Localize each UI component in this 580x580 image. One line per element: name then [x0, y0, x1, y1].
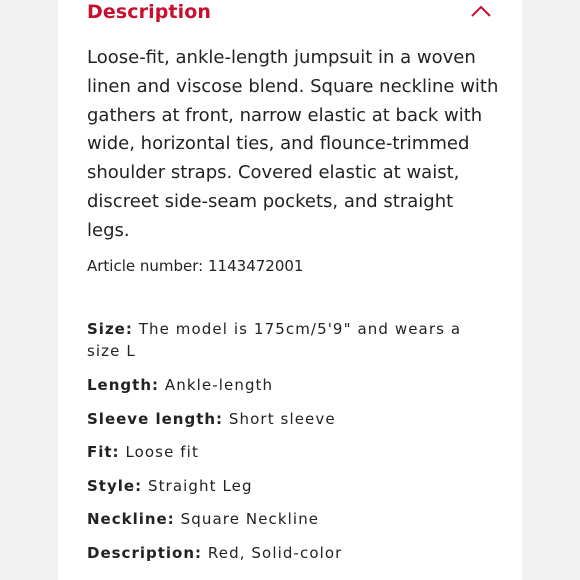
- article-number: [87, 257, 303, 275]
- attribute-value: Square Neckline: [180, 510, 320, 528]
- article-number-value: 1143472001: [208, 257, 304, 275]
- attribute-label: Size:: [87, 320, 133, 338]
- attribute-label: Length:: [87, 376, 159, 394]
- attribute-style: [87, 475, 487, 497]
- attribute-list: [87, 318, 487, 575]
- attribute-value: Ankle-length: [164, 376, 274, 394]
- attribute-value: Straight Leg: [147, 476, 253, 495]
- attribute-label: Neckline:: [87, 510, 175, 528]
- description-header[interactable]: [87, 0, 493, 28]
- attribute-length: [87, 374, 487, 396]
- product-description: Loose-fit, ankle-length jumpsuit in a woven linen and viscose blend. Square neckline with gathers at front, narrow elastic at back with wide, horizontal ties, and flounce-trimmed shoulder straps. Covered elastic at waist, discreet side-seam pockets, and straight legs.: [87, 47, 499, 241]
- attribute-value: Red, Solid-color: [207, 543, 343, 562]
- attribute-description: [87, 542, 487, 564]
- attribute-label: Description:: [87, 543, 203, 562]
- attribute-label: Fit:: [87, 443, 120, 461]
- product-details-panel: [58, 0, 522, 580]
- attribute-value: The model is 175cm/5'9" and wears a size L: [87, 320, 462, 360]
- article-number-label: Article number:: [87, 257, 204, 275]
- attribute-value: Short sleeve: [228, 409, 336, 428]
- attribute-value: Loose fit: [125, 443, 199, 461]
- attribute-sleeve-length: [87, 408, 487, 430]
- attribute-size: [87, 318, 487, 362]
- attribute-fit: [87, 441, 487, 463]
- attribute-neckline: [87, 508, 487, 530]
- section-title: Description: [87, 1, 211, 23]
- attribute-label: Style:: [87, 476, 143, 495]
- attribute-label: Sleeve length:: [87, 409, 224, 428]
- chevron-up-icon[interactable]: [470, 3, 492, 19]
